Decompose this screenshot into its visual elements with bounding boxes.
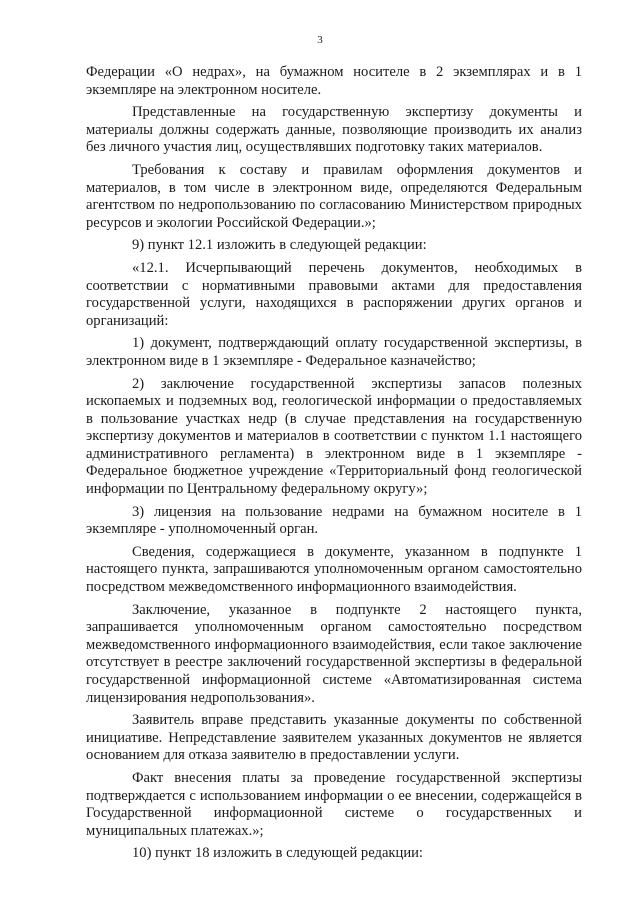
- document-body: [86, 64, 582, 863]
- paragraph-13: 10) пункт 18 изложить в следующей редакции:: [132, 845, 423, 862]
- paragraph-8: 3) лицензия на пользование недрами на бумажном носителе в 1 экземпляре - уполномоченный орган.: [86, 503, 582, 538]
- paragraph-5: «12.1. Исчерпывающий перечень документов, необходимых в соответствии с нормативными правовыми актами для предоставления государственной услуги, находящихся в распоряжении других органов и организаций:: [86, 259, 582, 329]
- paragraph-7: 2) заключение государственной экспертизы запасов полезных ископаемых и подземных вод, геологической информации о предоставляемых в пользование участках недр (в случае представления на государственную экспертизу документов и материалов в соответствии с пунктом 1.1 настоящего административного регламента) в электронном виде в 1 экземпляре - Федеральное бюджетное учреждение «Территориальный фонд геологической информации по Центральному федеральному округу»;: [86, 375, 582, 498]
- page-number: 3: [317, 34, 323, 46]
- paragraph-1: Федерации «О недрах», на бумажном носителе в 2 экземплярах и в 1 экземпляре на электронном носителе.: [86, 64, 582, 98]
- paragraph-12: Факт внесения платы за проведение государственной экспертизы подтверждается с использованием информации о ее внесении, содержащейся в Государственной информационной системе о государственных и муниципальных платежах.»;: [86, 769, 582, 839]
- paragraph-4: 9) пункт 12.1 изложить в следующей редакции:: [132, 237, 427, 254]
- paragraph-9: Сведения, содержащиеся в документе, указанном в подпункте 1 настоящего пункта, запрашиваются уполномоченным органом самостоятельно посредством межведомственного информационного взаимодействия.: [86, 543, 582, 596]
- paragraph-6: 1) документ, подтверждающий оплату государственной экспертизы, в электронном виде в 1 экземпляре - Федеральное казначейство;: [86, 335, 582, 369]
- paragraph-10: Заключение, указанное в подпункте 2 настоящего пункта, запрашивается уполномоченным органом самостоятельно посредством межведомственного информационного взаимодействия, если такое заключение отсутствует в реестре заключений государственной экспертизы в федеральной государственной информационной системе «Автоматизированная система лицензирования недропользования».: [86, 601, 582, 706]
- paragraph-11: Заявитель вправе представить указанные документы по собственной инициативе. Непредставление заявителем указанных документов не является основанием для отказа заявителю в предоставлении услуги.: [86, 712, 582, 764]
- paragraph-2: Представленные на государственную экспертизу документы и материалы должны содержать данные, позволяющие производить их анализ без личного участия лиц, осуществлявших подготовку таких материалов.: [86, 104, 582, 156]
- paragraph-3: Требования к составу и правилам оформления документов и материалов, в том числе в электронном виде, определяются Федеральным агентством по недропользованию по согласованию Министерством природных ресурсов и экологии Российской Федерации.»;: [86, 161, 582, 231]
